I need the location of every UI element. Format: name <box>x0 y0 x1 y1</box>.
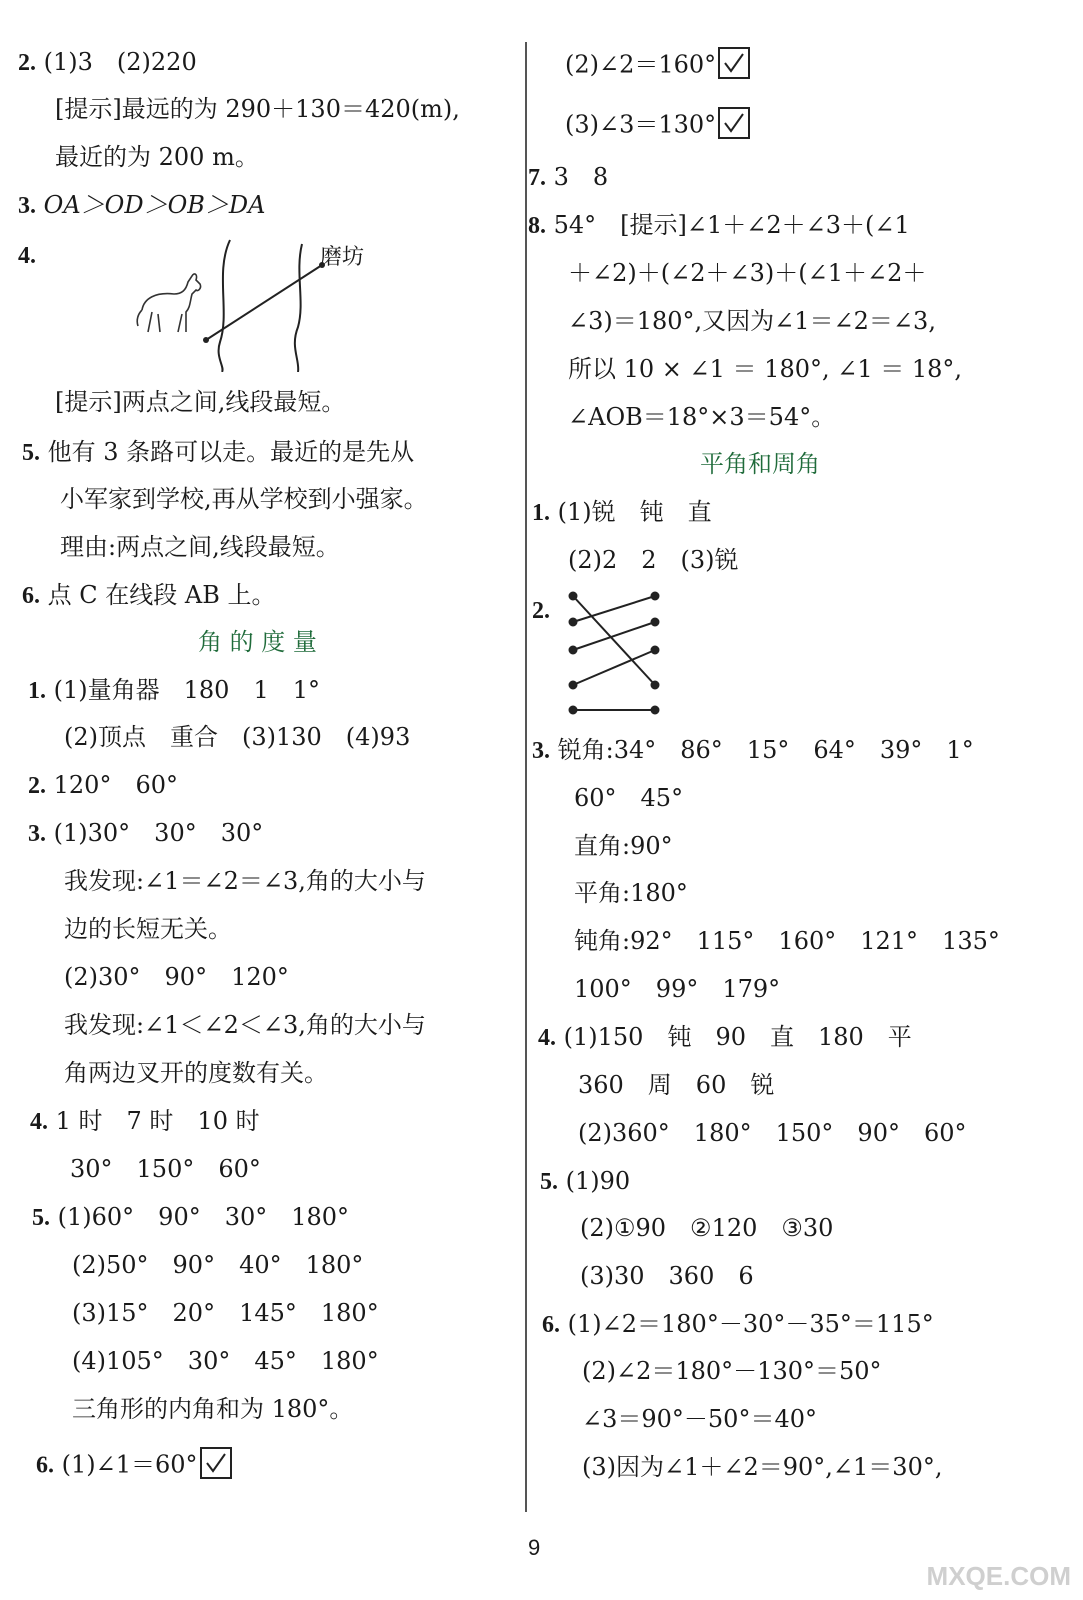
q-number: 4. <box>538 1025 556 1051</box>
answer-text: 360 周 60 锐 <box>578 1071 775 1099</box>
a1-line <box>28 678 320 703</box>
a3-line <box>28 821 263 846</box>
q-number: 5. <box>22 440 40 466</box>
answer-text: 三角形的内角和为 180°。 <box>72 1395 354 1423</box>
q-number: 6. <box>542 1312 560 1338</box>
q-number: 1. <box>532 500 550 526</box>
checkmark-box-icon <box>200 1447 232 1479</box>
answer-text: 120° 60° <box>53 771 178 799</box>
q-number-label: 4. <box>18 243 36 269</box>
answer-text: ＋∠2)＋(∠2＋∠3)＋(∠1＋∠2＋ <box>568 259 927 287</box>
answer-text: (2)∠2＝180°－130°＝50° <box>582 1357 882 1385</box>
q-number: 6. <box>22 583 40 609</box>
q5-line <box>22 440 414 465</box>
answer-text: 平角:180° <box>574 879 688 907</box>
answer-text: (2)∠2＝160° <box>565 50 717 79</box>
answer-text: (2)2 2 (3)锐 <box>568 546 739 574</box>
section-title: 角 的 度 量 <box>198 628 317 656</box>
r3-line <box>528 165 608 190</box>
answer-text: 60° 45° <box>574 784 684 812</box>
answer-text: (2)①90 ②120 ③30 <box>580 1214 834 1242</box>
river-bank-right <box>295 244 302 372</box>
answer-text: 钝角:92° 115° 160° 121° 135° <box>574 927 1000 955</box>
answer-text: 54° [提示]∠1＋∠2＋∠3＋(∠1 <box>553 211 910 239</box>
r2-line <box>565 110 750 142</box>
answer-text: (1)150 钝 90 直 180 平 <box>563 1023 912 1051</box>
q3-line <box>18 193 265 218</box>
hint-text: [提示]两点之间,线段最短。 <box>55 388 346 416</box>
b3-line <box>532 738 974 763</box>
answer-text: 角两边叉开的度数有关。 <box>64 1059 328 1087</box>
page-number: 9 <box>528 1535 541 1560</box>
watermark: MXQE.COM <box>926 1561 1071 1591</box>
answer-text: 3 8 <box>553 163 609 191</box>
river-bank-left <box>219 240 230 372</box>
q-number: 3. <box>28 821 46 847</box>
answer-text: (1)∠1＝60° <box>61 1450 198 1479</box>
answer-text: 最近的为 200 m。 <box>55 143 259 171</box>
matching-diagram <box>565 590 665 720</box>
q6-line <box>22 583 276 608</box>
answer-text: (3)因为∠1＋∠2＝90°,∠1＝30°, <box>582 1453 943 1481</box>
q-number: 2. <box>532 598 550 624</box>
q-number: 6. <box>36 1452 54 1479</box>
answer-text: (2)顶点 重合 (3)130 (4)93 <box>64 723 411 751</box>
answer-text: 边的长短无关。 <box>64 915 232 943</box>
answer-text: (1)60° 90° 30° 180° <box>57 1203 350 1231</box>
answer-text: 1 时 7 时 10 时 <box>55 1107 260 1135</box>
q-number: 1. <box>28 678 46 704</box>
answer-text: (1)锐 钝 直 <box>557 498 712 526</box>
q-number: 5. <box>32 1205 50 1231</box>
horse-icon <box>137 274 200 332</box>
answer-text: 我发现:∠1＝∠2＝∠3,角的大小与 <box>64 867 426 895</box>
answer-text: (4)105° 30° 45° 180° <box>72 1347 379 1375</box>
answer-text: (3)15° 20° 145° 180° <box>72 1299 379 1327</box>
q2-line <box>18 50 197 75</box>
answer-text: ∠3＝90°－50°＝40° <box>582 1405 817 1433</box>
q-number: 8. <box>528 213 546 239</box>
answer-text: 他有 3 条路可以走。最近的是先从 <box>47 438 415 466</box>
q-number: 2. <box>18 50 36 76</box>
q-number: 3. <box>18 193 36 219</box>
answer-text: OA＞OD＞OB＞DA <box>43 191 266 219</box>
answer-text: (1)∠2＝180°－30°－35°＝115° <box>567 1310 934 1338</box>
answer-text: (1)90 <box>565 1167 631 1195</box>
answer-text: 锐角:34° 86° 15° 64° 39° 1° <box>557 736 974 764</box>
b1-line <box>532 500 712 525</box>
answer-text: 直角:90° <box>574 832 673 860</box>
r4-line <box>528 213 910 238</box>
q-number <box>18 243 36 268</box>
a6-line <box>36 1450 232 1482</box>
answer-text: 点 C 在线段 AB 上。 <box>47 581 276 609</box>
q-number: 5. <box>540 1169 558 1195</box>
answer-text: (2)360° 180° 150° 90° 60° <box>578 1119 967 1147</box>
answer-text: (1)30° 30° 30° <box>53 819 264 847</box>
q-number: 4. <box>30 1109 48 1135</box>
section-title: 平角和周角 <box>700 450 820 478</box>
answer-text: 100° 99° 179° <box>574 975 781 1003</box>
q-number: 2. <box>28 773 46 799</box>
b4-line <box>538 1025 912 1050</box>
answer-text: (1)3 (2)220 <box>43 48 197 76</box>
b5-line <box>540 1169 630 1194</box>
a5-line <box>32 1205 349 1230</box>
answer-text: (3)∠3＝130° <box>565 110 717 139</box>
answer-text: 所以 10 × ∠1 ＝ 180°, ∠1 ＝ 18°, <box>568 355 963 383</box>
checkmark-box-icon <box>718 107 750 139</box>
start-point <box>203 337 209 343</box>
b2-line <box>532 598 550 623</box>
checkmark-box-icon <box>718 47 750 79</box>
answer-text: (2)30° 90° 120° <box>64 963 289 991</box>
answer-text: ∠AOB＝18°×3＝54°。 <box>568 403 836 431</box>
answer-text: ∠3)＝180°,又因为∠1＝∠2＝∠3, <box>568 307 936 335</box>
hint-text: [提示]最远的为 290＋130＝420(m), <box>55 95 460 123</box>
q-number: 7. <box>528 165 546 191</box>
b6-line <box>542 1312 934 1337</box>
q-number: 3. <box>532 738 550 764</box>
answer-text: 我发现:∠1＜∠2＜∠3,角的大小与 <box>64 1011 426 1039</box>
answer-text: 30° 150° 60° <box>70 1155 261 1183</box>
column-divider <box>525 42 527 1512</box>
answer-text: (3)30 360 6 <box>580 1262 754 1290</box>
answer-text: (1)量角器 180 1 1° <box>53 676 320 704</box>
a4-line <box>30 1109 260 1134</box>
mill-label: 磨坊 <box>320 245 365 270</box>
answer-text: 理由:两点之间,线段最短。 <box>60 533 340 561</box>
answer-text: 小军家到学校,再从学校到小强家。 <box>60 485 428 513</box>
r1-line <box>565 50 750 82</box>
answer-text: (2)50° 90° 40° 180° <box>72 1251 364 1279</box>
a2-line <box>28 773 178 798</box>
